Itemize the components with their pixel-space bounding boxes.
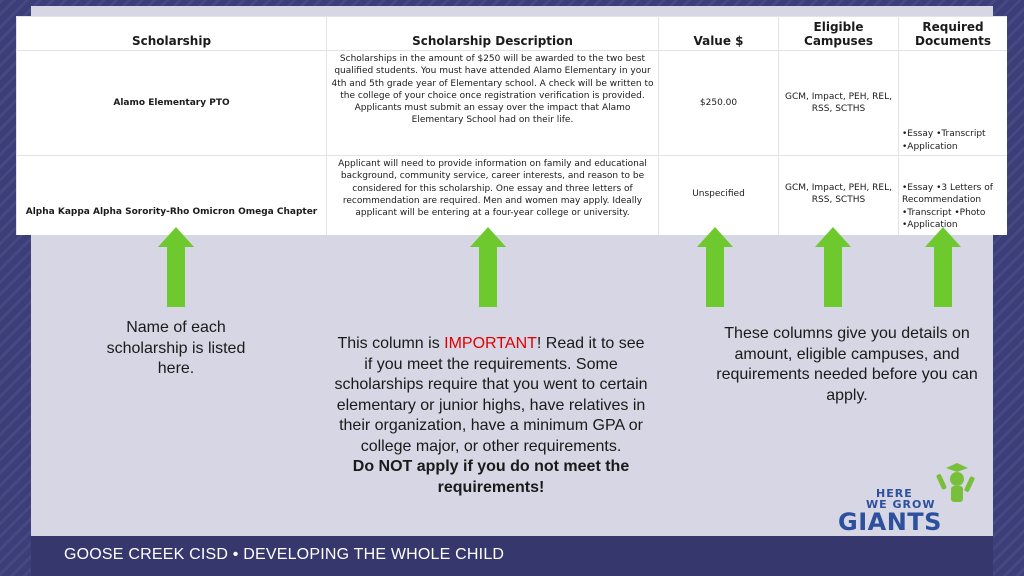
column-header-scholarship: Scholarship xyxy=(17,17,327,51)
arrow-up-icon xyxy=(925,227,961,307)
column-header-campuses: Eligible Campuses xyxy=(779,17,899,51)
here-we-grow-giants-logo xyxy=(836,460,986,536)
warning-text: Do NOT apply if you do not meet the requirements! xyxy=(352,458,630,496)
logo-text-giants: GIANTS xyxy=(838,508,942,536)
scholarship-description: Scholarships in the amount of $250 will be awarded to the two best qualified students. You must have attended Alamo Elementary in your 4th and 5th grade year of Elementary school. A check will be written to the college of your choice once registration verification is provided. Applicants must submit an essay over the impact that Alamo Elementary School had on their life. xyxy=(327,51,659,156)
column-header-documents: Required Documents xyxy=(899,17,1008,51)
details-note: These columns give you details on amount, eligible campuses, and requirements needed before you can apply. xyxy=(716,325,978,404)
important-highlight: IMPORTANT xyxy=(444,335,537,352)
document-line: •Essay •3 Letters of Recommendation xyxy=(902,183,993,206)
scholarship-description: Applicant will need to provide information on family and educational background, community service, career interests, and reason to be considered for this scholarship. One essay and three letters of recommendation are required. Men and women may apply. Ideally applicant will be entering at a four-year college or university. xyxy=(327,156,659,236)
document-line: •Essay •Transcript xyxy=(902,129,986,140)
required-documents xyxy=(899,156,1008,236)
scholarship-value: $250.00 xyxy=(659,51,779,156)
column-header-description: Scholarship Description xyxy=(327,17,659,51)
document-line: •Application xyxy=(902,219,958,230)
document-line: •Application xyxy=(902,141,958,152)
scholarship-name: Alamo Elementary PTO xyxy=(17,51,327,156)
scholarship-table xyxy=(16,16,1007,235)
eligible-campuses: GCM, Impact, PEH, REL, RSS, SCTHS xyxy=(779,51,899,156)
arrow-up-icon xyxy=(470,227,506,307)
required-documents xyxy=(899,51,1008,156)
footer-text: GOOSE CREEK CISD • DEVELOPING THE WHOLE CHILD xyxy=(64,546,505,563)
scholarship-table-screenshot xyxy=(16,16,1007,235)
table-header-row xyxy=(17,17,1008,51)
description-note xyxy=(333,334,649,498)
column-header-value: Value $ xyxy=(659,17,779,51)
document-line: •Transcript •Photo xyxy=(902,207,986,218)
footer-bar xyxy=(31,536,993,576)
scholarship-value: Unspecified xyxy=(659,156,779,236)
eligible-campuses: GCM, Impact, PEH, REL, RSS, SCTHS xyxy=(779,156,899,236)
table-row xyxy=(17,51,1008,156)
arrow-up-icon xyxy=(697,227,733,307)
description-note-text: This column is xyxy=(337,335,445,352)
arrow-up-icon xyxy=(815,227,851,307)
description-note-text: ! Read it to see if you meet the requirements. Some scholarships require that you went to certain elementary or junior highs, have relatives in their organization, have a minimum GPA or college major, or other requirements. xyxy=(334,335,648,455)
scholarship-name-note: Name of each scholarship is listed here. xyxy=(106,319,246,377)
scholarship-name: Alpha Kappa Alpha Sorority-Rho Omicron Omega Chapter xyxy=(17,156,327,236)
arrow-up-icon xyxy=(158,227,194,307)
table-row xyxy=(17,156,1008,236)
logo-text-we-grow: WE GROW xyxy=(866,498,936,511)
logo-text-here: HERE xyxy=(876,487,913,500)
